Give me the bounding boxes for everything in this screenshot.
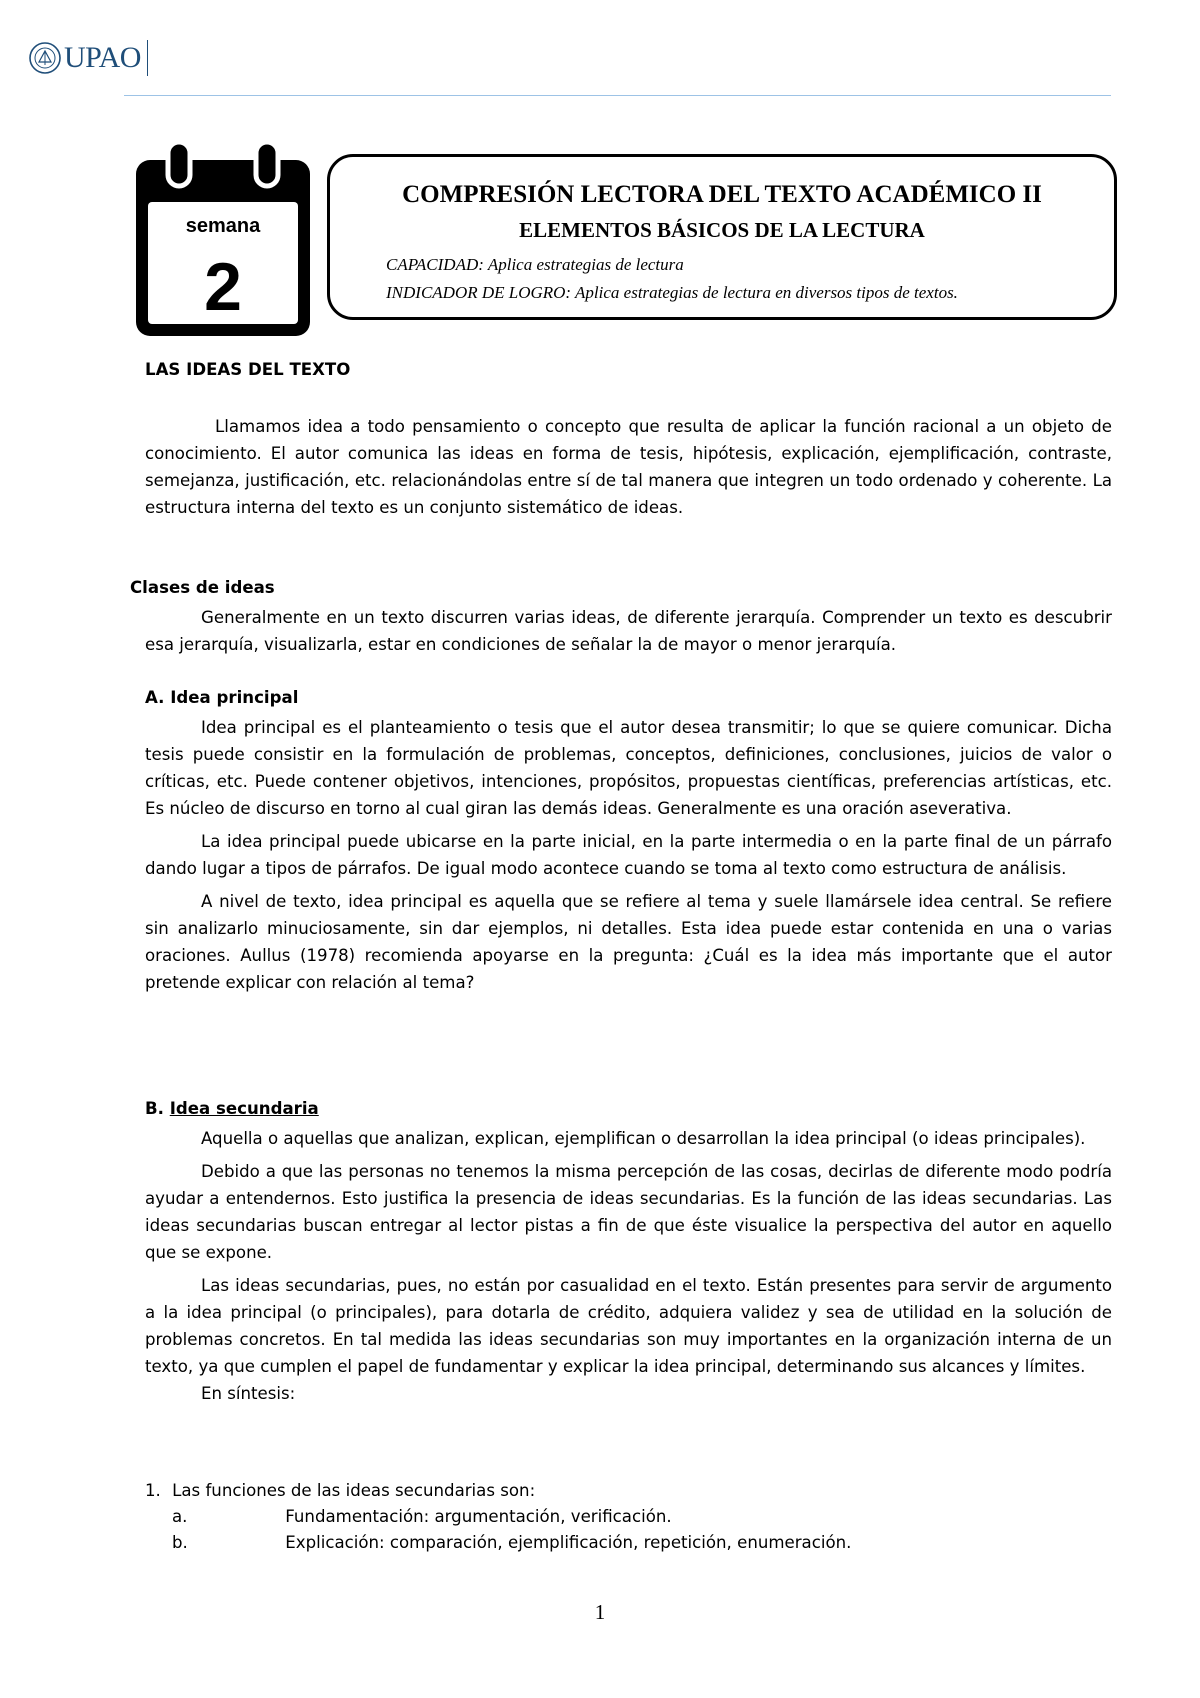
sub-list-item [172, 1533, 851, 1552]
section-heading-a [145, 688, 298, 707]
ideas-body [145, 413, 1112, 521]
section-a-paragraph: A nivel de texto, idea principal es aquella que se refiere al tema y suele llamársele idea central. Se refiere sin analizarlo minuciosamente, sin dar ejemplos, ni detalles. Esta idea puede estar contenida en una o varias oraciones. Aullus (1978) recomienda apoyarse en la pregunta: ¿Cuál es la idea más importante que el autor pretende explicar con relación al tema? [145, 892, 1112, 992]
clases-paragraph: Generalmente en un texto discurren varias ideas, de diferente jerarquía. Comprender un texto es descubrir esa jerarquía, visualizarla, estar en condiciones de señalar la de mayor o menor jerarquía. [145, 608, 1112, 654]
capacidad-text: CAPACIDAD: Aplica estrategias de lectura [386, 255, 684, 274]
section-b-paragraph: Debido a que las personas no tenemos la misma percepción de las cosas, decirlas de diferente modo podría ayudar a entendernos. Esto justifica la presencia de ideas secundarias. Es la función de las ideas secundarias. Las ideas secundarias buscan entregar al lector pistas a fin de que éste visualice la perspectiva del autor en aquello que se expone. [145, 1162, 1112, 1262]
section-a-letter: A. [145, 688, 165, 707]
list-number: 1. [145, 1481, 161, 1500]
section-a-title: Idea principal [170, 688, 299, 707]
section-b-letter: B. [145, 1099, 164, 1118]
section-a-paragraph: La idea principal puede ubicarse en la parte inicial, en la parte intermedia o en la parte final de un párrafo dando lugar a tipos de párrafos. De igual modo acontece cuando se toma al texto como estructura de análisis. [145, 832, 1112, 878]
sub-list-text: Explicación: comparación, ejemplificación, repetición, enumeración. [285, 1533, 852, 1552]
logo-text: UPAO [64, 41, 141, 74]
section-heading-clases: Clases de ideas [130, 578, 275, 597]
section-a-paragraph: Idea principal es el planteamiento o tesis que el autor desea transmitir; lo que se quiere comunicar. Dicha tesis puede consistir en la formulación de problemas, conceptos, definiciones, conclusiones, juicios de valor o críticas, etc. Puede contener objetivos, intenciones, propósitos, propuestas científicas, preferencias artísticas, etc. Es núcleo de discurso en torno al cual giran las demás ideas. Generalmente es una oración aseverativa. [145, 718, 1112, 818]
logo-divider [147, 40, 148, 76]
title-box [327, 154, 1117, 320]
section-a-body [145, 714, 1112, 996]
header-rule [124, 95, 1111, 96]
section-b-paragraph: Las ideas secundarias, pues, no están por casualidad en el texto. Están presentes para servir de argumento a la idea principal (o principales), para dotarla de crédito, adquiera validez y sea de utilidad en la solución de problemas concretos. En tal medida las ideas secundarias son muy importantes en la organización interna de un texto, ya que cumplen el papel de fundamentar y explicar la idea principal, determinando sus alcances y límites. [145, 1276, 1112, 1376]
sub-list-letter: b. [172, 1533, 188, 1552]
section-b-body [145, 1125, 1112, 1407]
document-subtitle: ELEMENTOS BÁSICOS DE LA LECTURA [519, 218, 925, 242]
sub-list-letter: a. [172, 1507, 188, 1526]
sub-list-item [172, 1507, 672, 1526]
section-heading-ideas: LAS IDEAS DEL TEXTO [145, 360, 351, 379]
calendar-number: 2 [204, 249, 242, 325]
upao-logo [28, 38, 148, 78]
clases-body [145, 604, 1112, 658]
calendar-label: semana [185, 215, 261, 237]
list-item-1 [145, 1481, 535, 1500]
sub-list-text: Fundamentación: argumentación, verificación. [285, 1507, 672, 1526]
calendar-icon [132, 140, 314, 340]
page-number: 1 [594, 1600, 606, 1624]
university-seal-icon [28, 38, 62, 78]
section-b-paragraph: Aquella o aquellas que analizan, explican, ejemplifican o desarrollan la idea principal (o ideas principales). [201, 1129, 1086, 1148]
document-title: COMPRESIÓN LECTORA DEL TEXTO ACADÉMICO II [402, 181, 1042, 208]
ideas-paragraph: Llamamos idea a todo pensamiento o concepto que resulta de aplicar la función racional a un objeto de conocimiento. El autor comunica las ideas en forma de tesis, hipótesis, explicación, ejemplificación, contraste, semejanza, justificación, etc. relacionándolas entre sí de tal manera que integren un todo ordenado y coherente. La estructura interna del texto es un conjunto sistemático de ideas. [145, 417, 1112, 517]
section-b-summary-label: En síntesis: [201, 1384, 296, 1403]
section-b-title: Idea secundaria [169, 1099, 319, 1118]
section-heading-b [145, 1099, 319, 1118]
list-text: Las funciones de las ideas secundarias son: [172, 1481, 536, 1500]
indicador-text: INDICADOR DE LOGRO: Aplica estrategias de lectura en diversos tipos de textos. [386, 283, 958, 302]
